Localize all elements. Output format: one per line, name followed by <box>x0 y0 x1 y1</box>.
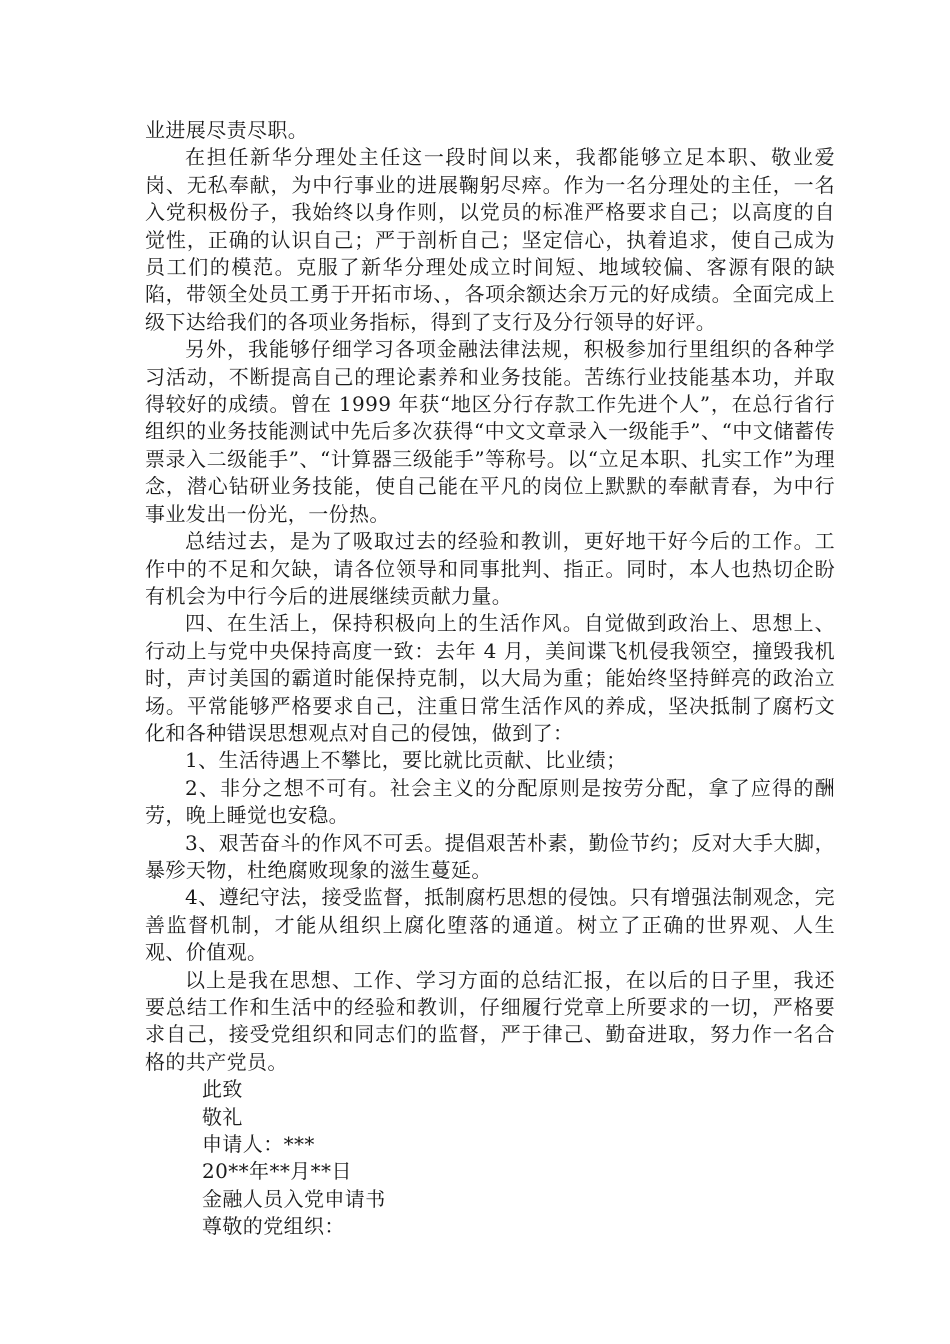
date-line: 20**年**月**日 <box>202 1159 352 1184</box>
list-item-4: 4、遵纪守法，接受监督，抵制腐朽思想的侵蚀。只有增强法制观念，完善监督机制，才能从组织上腐化堕落的通道。树立了正确的世界观、人生观、价值观。 <box>145 885 835 965</box>
list-item-1: 1、生活待遇上不攀比，要比就比贡献、比业绩； <box>185 748 627 773</box>
closing-salutation: 此致 <box>202 1077 243 1102</box>
closing-regards: 敬礼 <box>202 1104 243 1129</box>
paragraph-life-style: 四、在生活上，保持积极向上的生活作风。自觉做到政治上、思想上、行动上与党中央保持高度一致：去年 4 月，美间谍飞机侵我领空，撞毁我机时，声讨美国的霸道时能保持克制，以大局为重；能始终坚持鲜亮的政治立场。平常能够严格要求自己，注重日常生活作风的养成，坚决抵制了腐朽文化和各种错误思想观点对自己的侵蚀，做到了： <box>145 611 835 745</box>
next-document-title: 金融人员入党申请书 <box>202 1186 386 1211</box>
paragraph-study-skills: 另外，我能够仔细学习各项金融法律法规，积极参加行里组织的各种学习活动，不断提高自己的理论素养和业务技能。苦练行业技能基本功，并取得较好的成绩。曾在 1999 年获“地区分行存款工作先进个人”，在总行省行组织的业务技能测试中先后多次获得“中文文章录入一级能手”、“中文储蓄传票录入二级能手”、“计算器三级能手”等称号。以“立足本职、扎实工作”为理念，潜心钻研业务技能，使自己能在平凡的岗位上默默的奉献青春，为中行事业发出一份光，一份热。 <box>145 337 835 526</box>
paragraph-conclusion: 以上是我在思想、工作、学习方面的总结汇报，在以后的日子里，我还要总结工作和生活中的经验和教训，仔细履行党章上所要求的一切，严格要求自己，接受党组织和同志们的监督，严于律己、勤奋进取，努力作一名合格的共产党员。 <box>145 967 835 1074</box>
paragraph-summary: 总结过去，是为了吸取过去的经验和教训，更好地干好今后的工作。工作中的不足和欠缺，请各位领导和同事批判、指正。同时，本人也热切企盼有机会为中行今后的进展继续贡献力量。 <box>145 529 835 608</box>
applicant-line: 申请人：*** <box>202 1132 315 1157</box>
list-item-2: 2、非分之想不可有。社会主义的分配原则是按劳分配，拿了应得的酬劳，晚上睡觉也安稳。 <box>145 775 835 828</box>
list-item-3: 3、艰苦奋斗的作风不可丢。提倡艰苦朴素，勤俭节约；反对大手大脚，暴殄天物，杜绝腐败现象的滋生蔓延。 <box>145 830 835 882</box>
paragraph-branch-work: 在担任新华分理处主任这一段时间以来，我都能够立足本职、敬业爱岗、无私奉献，为中行事业的进展鞠躬尽瘁。作为一名分理处的主任，一名入党积极份子，我始终以身作则，以党员的标准严格要求自己；以高度的自觉性，正确的认识自己；严于剖析自己；坚定信心，执着追求，使自己成为员工们的模范。克服了新华分理处成立时间短、地域较偏、客源有限的缺陷，带领全处员工勇于开拓市场、，各项余额达余万元的好成绩。全面完成上级下达给我们的各项业务指标，得到了支行及分行领导的好评。 <box>145 145 835 334</box>
paragraph-continuation: 业进展尽责尽职。 <box>145 118 309 142</box>
document-page <box>145 117 835 1241</box>
next-document-greeting: 尊敬的党组织： <box>202 1214 345 1239</box>
